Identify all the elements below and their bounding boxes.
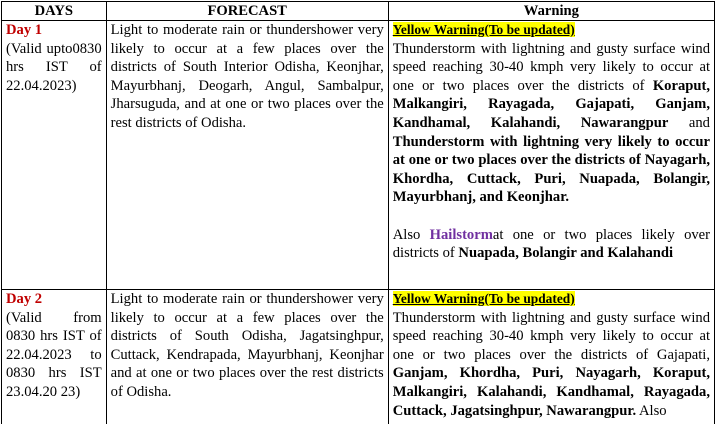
header-warning: Warning [388, 2, 714, 21]
day-label: Day 2 [6, 291, 43, 307]
forecast-cell: Light to moderate rain or thundershower very likely to occur at a few places over the districts of South Odisha, Jagatsinghpur, Cuttack, Kendrapada, Mayurbhanj, Keonjhar and at one or two places over the rest districts of Odisha. [106, 290, 388, 424]
also-text: Also [392, 226, 430, 243]
hail-text: at one or two places likely over districts of [392, 226, 711, 262]
warning-intro: Thunderstorm with lightning and gusty surface wind speed reaching 30-40 kmph very likely to occur at one or two places over the districts of [392, 40, 710, 94]
warning-tail: Also [636, 402, 667, 419]
forecast-table [1, 1, 715, 424]
warning-districts: Ganjam, Khordha, Puri, Nayagarh, Koraput, Malkangiri, Kalahandi, Kandhamal, Rayagada, Cuttack, Jagatsinghpur, Nawarangpur. [392, 365, 710, 419]
table-row [2, 21, 715, 290]
warning-districts: Koraput, Malkangiri, Rayagada, Gajapati, Ganjam, Kandhamal, Kalahandi, Nawarangpur [392, 77, 710, 131]
header-days: DAYS [2, 2, 107, 21]
day-cell [2, 21, 107, 290]
warning-thunderstorm-bold: Thunderstorm with lightning very likely to occur at one or two places over the districts of Nayagarh, Khordha, Cuttack, Puri, Nuapada, Bolangir, Mayurbhanj, and Keonjhar. [392, 133, 710, 206]
day-cell [2, 290, 107, 424]
warning-intro: Thunderstorm with lightning and gusty surface wind speed reaching 30-40 kmph very likely to occur at one or two places over the districts of Gajapati, [392, 309, 710, 363]
yellow-warning-badge: Yellow Warning(To be updated) [392, 291, 575, 306]
validity-text: (Valid from 0830 hrs IST of 22.04.2023 to 0830 hrs IST 23.04.20 23) [6, 309, 102, 400]
forecast-cell: Light to moderate rain or thundershower very likely to occur at a few places over the districts of South Interior Odisha, Keonjhar, Mayurbhanj, Deogarh, Angul, Sambalpur, Jharsuguda, and at one or two places over the rest districts of Odisha. [106, 21, 388, 290]
yellow-warning-badge: Yellow Warning(To be updated) [392, 22, 575, 37]
warning-cell [388, 21, 714, 290]
hailstorm-label: Hailstorm [429, 226, 493, 243]
table-row [2, 290, 715, 424]
header-forecast: FORECAST [106, 2, 388, 21]
day-label: Day 1 [6, 22, 43, 38]
warning-cell [388, 290, 714, 424]
warning-connector: and [668, 114, 710, 131]
validity-text: (Valid upto0830 hrs IST of 22.04.2023) [6, 40, 102, 94]
hail-districts: Nuapada, Bolangir and Kalahandi [458, 245, 674, 262]
table-header-row [2, 2, 715, 21]
